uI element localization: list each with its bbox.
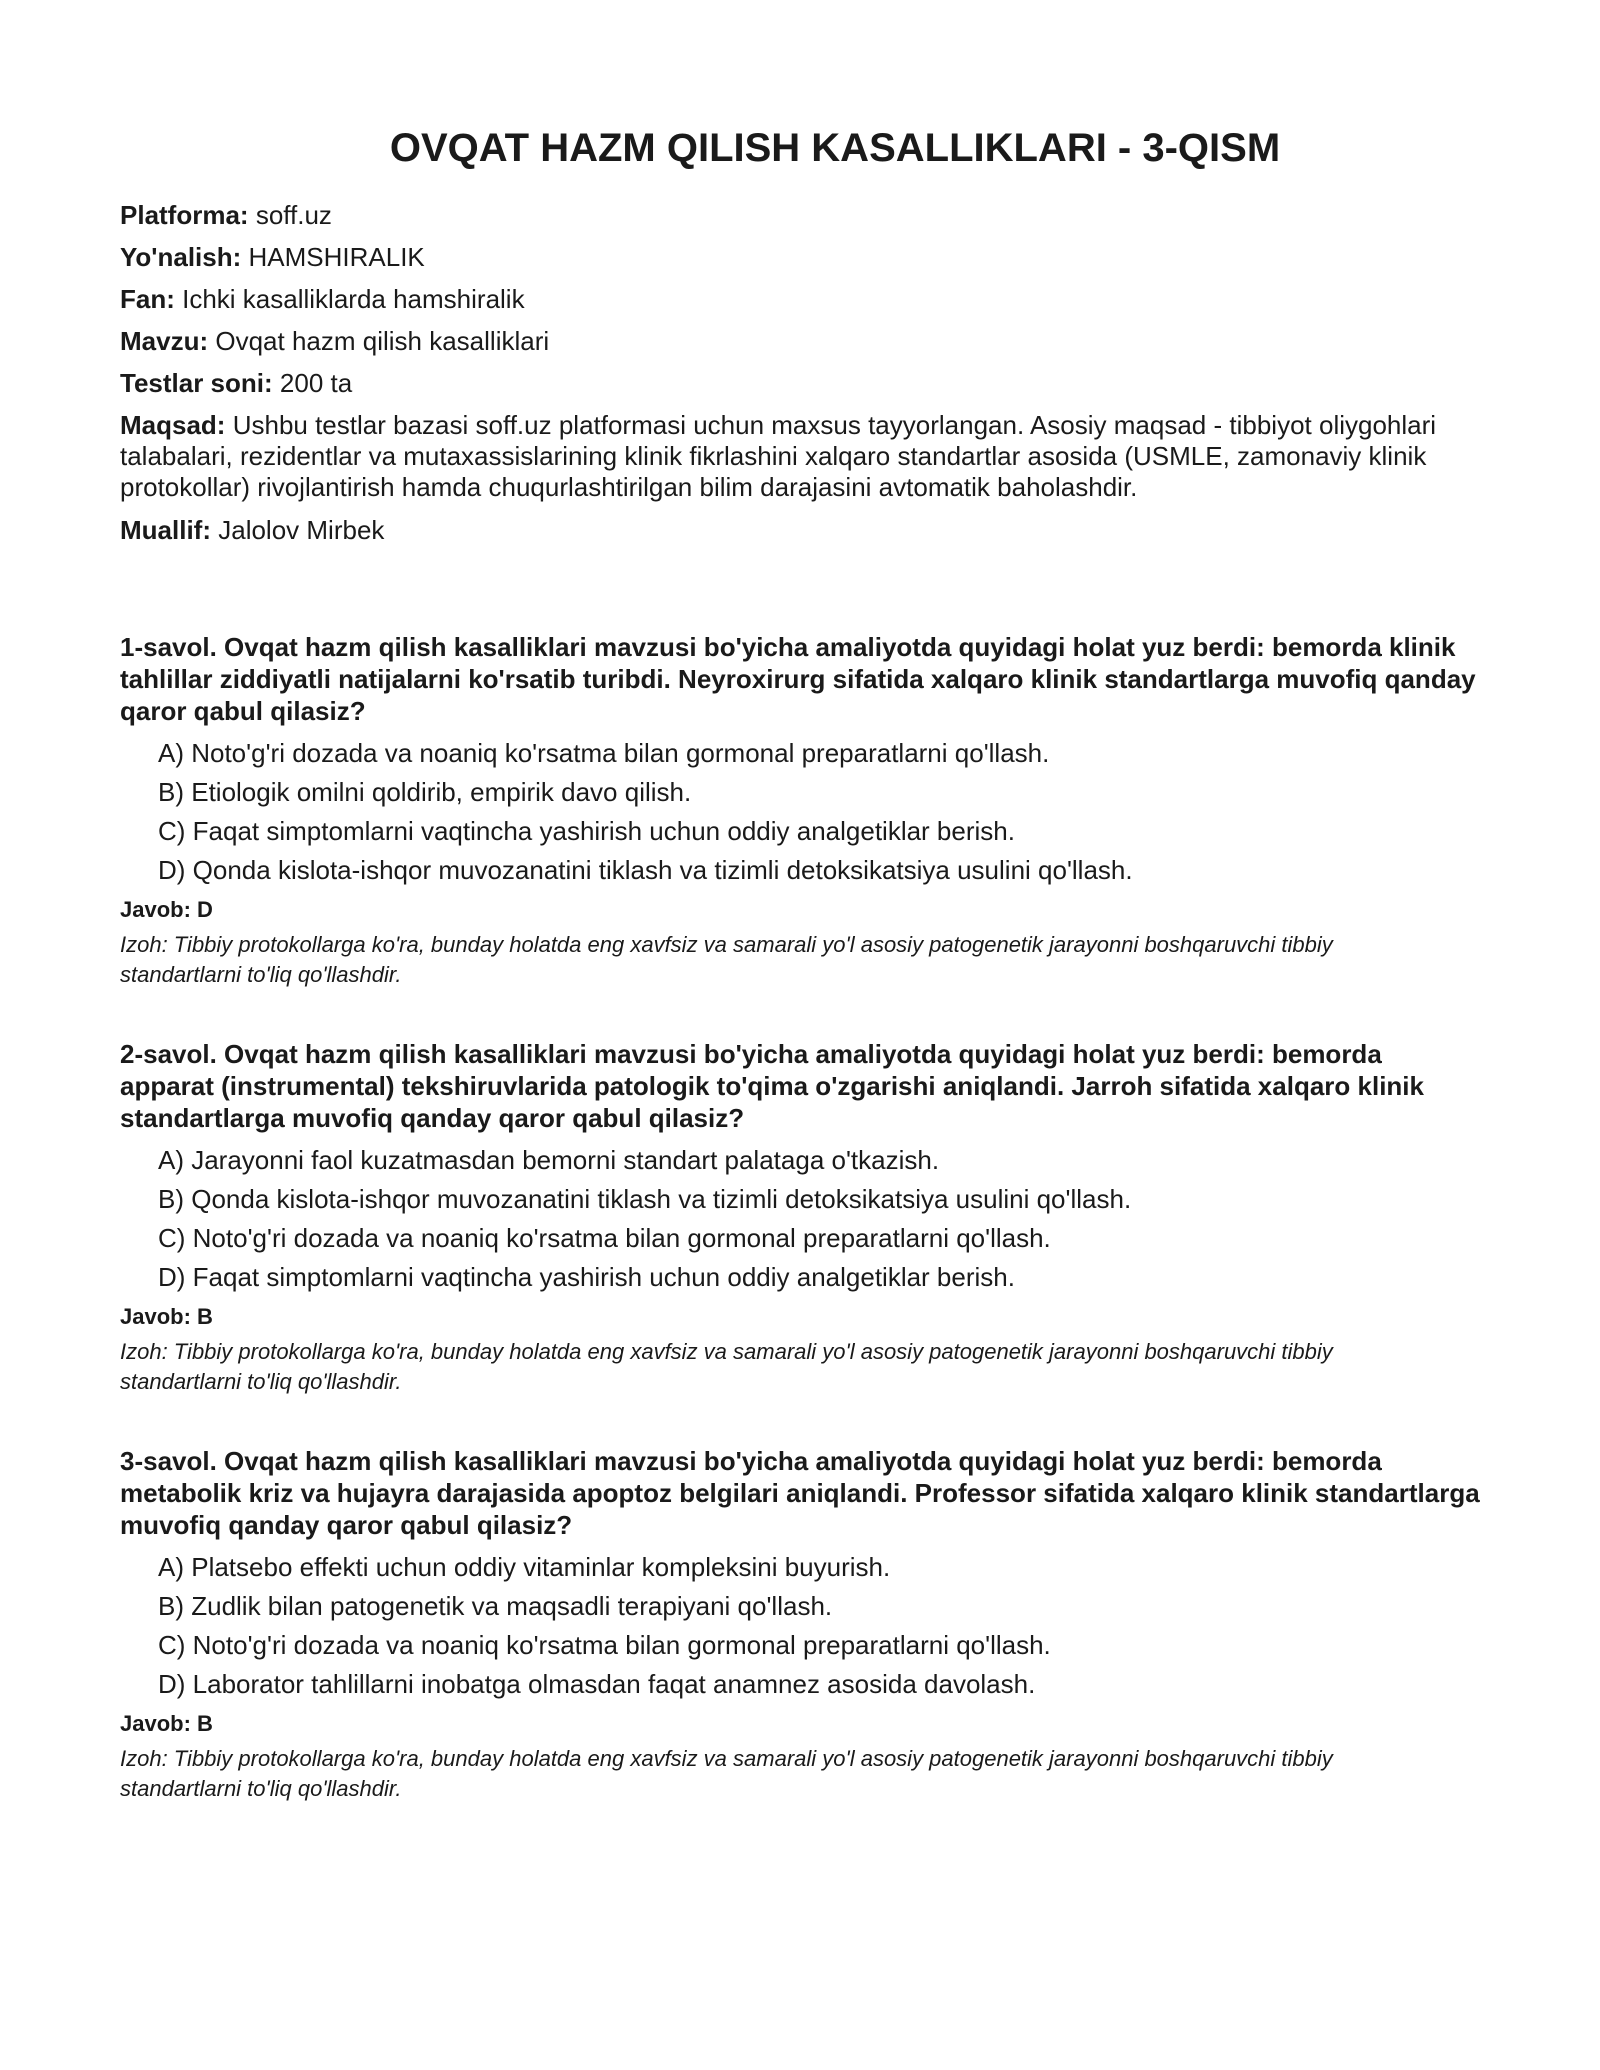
option-b: B) Qonda kislota-ishqor muvozanatini tiklash va tizimli detoksikatsiya usulini qo'llash. [158,1184,1132,1214]
answer-explanation: Izoh: Tibbiy protokollarga ko'ra, bunday holatda eng xavfsiz va samarali yo'l asosiy patogenetik jarayonni boshqaruvchi tibbiy standartlarni to'liq qo'llashdir. [120,932,1333,987]
question-text: 1-savol. Ovqat hazm qilish kasalliklari mavzusi bo'yicha amaliyotda quyidagi holat yuz berdi: bemorda klinik tahlillar ziddiyatli natijalarni ko'rsatib turibdi. Neyroxirurg sifatida xalqaro klinik standartlarga muvofiq qanday qaror qabul qilasiz? [120,632,1476,726]
meta-topic-label: Mavzu: [120,326,209,356]
correct-answer: Javob: D [120,897,213,922]
meta-platform [120,200,1480,230]
meta-topic [120,326,1480,356]
document-page [120,118,1480,1852]
meta-direction-label: Yo'nalish: [120,242,242,272]
option-c: C) Noto'g'ri dozada va noaniq ko'rsatma bilan gormonal preparatlarni qo'llash. [158,1630,1051,1660]
meta-test-count-label: Testlar soni: [120,368,273,398]
question-list [120,631,1480,1804]
correct-answer: Javob: B [120,1304,213,1329]
meta-platform-label: Platforma: [120,200,249,230]
option-b: B) Etiologik omilni qoldirib, empirik davo qilish. [158,777,692,807]
document-title: OVQAT HAZM QILISH KASALLIKLARI - 3-QISM [389,126,1281,170]
question-1 [120,631,1480,990]
meta-subject-value: Ichki kasalliklarda hamshiralik [182,284,525,314]
correct-answer: Javob: B [120,1711,213,1736]
meta-author-label: Muallif: [120,515,211,545]
option-d: D) Qonda kislota-ishqor muvozanatini tiklash va tizimli detoksikatsiya usulini qo'llash. [158,855,1133,885]
question-text: 2-savol. Ovqat hazm qilish kasalliklari mavzusi bo'yicha amaliyotda quyidagi holat yuz berdi: bemorda apparat (instrumental) tekshiruvlarida patologik to'qima o'zgarishi aniqlandi. Jarroh sifatida xalqaro klinik standartlarga muvofiq qanday qaror qabul qilasiz? [120,1039,1424,1133]
meta-direction [120,242,1480,272]
meta-subject-label: Fan: [120,284,175,314]
meta-test-count [120,368,1480,398]
question-text: 3-savol. Ovqat hazm qilish kasalliklari mavzusi bo'yicha amaliyotda quyidagi holat yuz berdi: bemorda metabolik kriz va hujayra darajasida apoptoz belgilari aniqlandi. Professor sifatida xalqaro klinik standartlarga muvofiq qanday qaror qabul qilasiz? [120,1446,1480,1540]
option-c: C) Noto'g'ri dozada va noaniq ko'rsatma bilan gormonal preparatlarni qo'llash. [158,1223,1051,1253]
question-2 [120,1038,1480,1397]
answer-options [120,737,1480,886]
option-b: B) Zudlik bilan patogenetik va maqsadli terapiyani qo'llash. [158,1591,833,1621]
meta-subject [120,284,1480,314]
option-d: D) Laborator tahlillarni inobatga olmasdan faqat anamnez asosida davolash. [158,1669,1036,1699]
option-d: D) Faqat simptomlarni vaqtincha yashirish uchun oddiy analgetiklar berish. [158,1262,1015,1292]
option-c: C) Faqat simptomlarni vaqtincha yashirish uchun oddiy analgetiklar berish. [158,816,1015,846]
answer-explanation: Izoh: Tibbiy protokollarga ko'ra, bunday holatda eng xavfsiz va samarali yo'l asosiy patogenetik jarayonni boshqaruvchi tibbiy standartlarni to'liq qo'llashdir. [120,1339,1333,1394]
meta-platform-value: soff.uz [255,200,332,230]
document-meta [120,200,1480,545]
option-a: A) Jarayonni faol kuzatmasdan bemorni standart palataga o'tkazish. [158,1145,940,1175]
option-a: A) Platsebo effekti uchun oddiy vitaminlar kompleksini buyurish. [158,1552,891,1582]
meta-topic-value: Ovqat hazm qilish kasalliklari [215,326,550,356]
meta-author [120,515,1480,545]
question-3 [120,1445,1480,1804]
meta-goal [120,410,1480,503]
meta-author-value: Jalolov Mirbek [218,515,385,545]
meta-test-count-value: 200 ta [279,368,353,398]
meta-goal-value: Ushbu testlar bazasi soff.uz platformasi uchun maxsus tayyorlangan. Asosiy maqsad - tibbiyot oliygohlari talabalari, rezidentlar va mutaxassislarining klinik fikrlashini xalqaro standartlar asosida (USMLE, zamonaviy klinik protokollar) rivojlantirish hamda chuqurlashtirilgan bilim darajasini avtomatik baholashdir. [120,410,1437,502]
answer-options [120,1551,1480,1700]
meta-direction-value: HAMSHIRALIK [248,242,425,272]
answer-options [120,1144,1480,1293]
meta-goal-label: Maqsad: [120,410,226,440]
option-a: A) Noto'g'ri dozada va noaniq ko'rsatma bilan gormonal preparatlarni qo'llash. [158,738,1050,768]
answer-explanation: Izoh: Tibbiy protokollarga ko'ra, bunday holatda eng xavfsiz va samarali yo'l asosiy patogenetik jarayonni boshqaruvchi tibbiy standartlarni to'liq qo'llashdir. [120,1746,1333,1801]
